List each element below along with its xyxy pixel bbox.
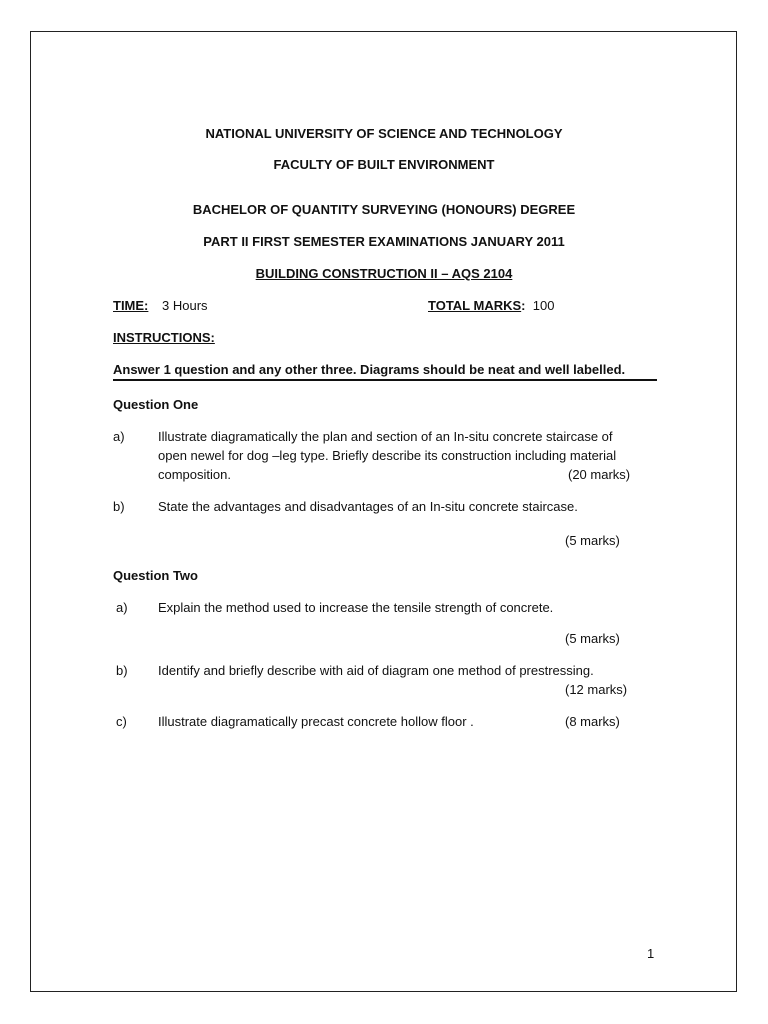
question-one-title: Question One — [113, 397, 199, 412]
instructions-heading: INSTRUCTIONS: — [113, 330, 215, 345]
total-marks-colon: : — [521, 298, 526, 313]
faculty-name: FACULTY OF BUILT ENVIRONMENT — [273, 157, 495, 172]
university-name: NATIONAL UNIVERSITY OF SCIENCE AND TECHNOLOGY — [205, 126, 563, 141]
instructions-text: Answer 1 question and any other three. Diagrams should be neat and well labelled. — [113, 362, 626, 377]
q1a-line-2: open newel for dog –leg type. Briefly describe its construction including material — [158, 448, 617, 463]
total-marks-label: TOTAL MARKS — [428, 298, 522, 313]
q2c-text: Illustrate diagramatically precast concrete hollow floor . — [158, 714, 474, 729]
degree-title: BACHELOR OF QUANTITY SURVEYING (HONOURS) DEGREE — [192, 202, 576, 217]
q1b-label: b) — [113, 499, 125, 514]
q2c-label: c) — [116, 714, 127, 729]
q2b-text: Identify and briefly describe with aid of diagram one method of prestressing. — [158, 663, 594, 678]
q1b-marks: (5 marks) — [565, 533, 620, 548]
q2a-text: Explain the method used to increase the tensile strength of concrete. — [158, 600, 554, 615]
time-value: 3 Hours — [162, 298, 208, 313]
exam-title: PART II FIRST SEMESTER EXAMINATIONS JANUARY 2011 — [203, 234, 565, 249]
q1a-line-3: composition. — [158, 467, 231, 482]
q2b-marks: (12 marks) — [565, 682, 628, 697]
q2a-label: a) — [116, 600, 128, 615]
instructions-rule — [113, 379, 657, 381]
course-title: BUILDING CONSTRUCTION II – AQS 2104 — [255, 266, 513, 281]
page-number: 1 — [647, 946, 655, 961]
q1a-label: a) — [113, 429, 125, 444]
q1a-line-1: Illustrate diagramatically the plan and section of an In-situ concrete staircase of — [158, 429, 613, 444]
q1b-text: State the advantages and disadvantages of an In-situ concrete staircase. — [158, 499, 578, 514]
question-two-title: Question Two — [113, 568, 198, 583]
total-marks-value: 100 — [532, 298, 555, 313]
q2a-marks: (5 marks) — [565, 631, 620, 646]
q2c-marks: (8 marks) — [565, 714, 620, 729]
q1a-marks: (20 marks) — [568, 467, 631, 482]
time-label: TIME: — [113, 298, 149, 313]
total-marks — [428, 296, 554, 315]
q2b-label: b) — [116, 663, 128, 678]
